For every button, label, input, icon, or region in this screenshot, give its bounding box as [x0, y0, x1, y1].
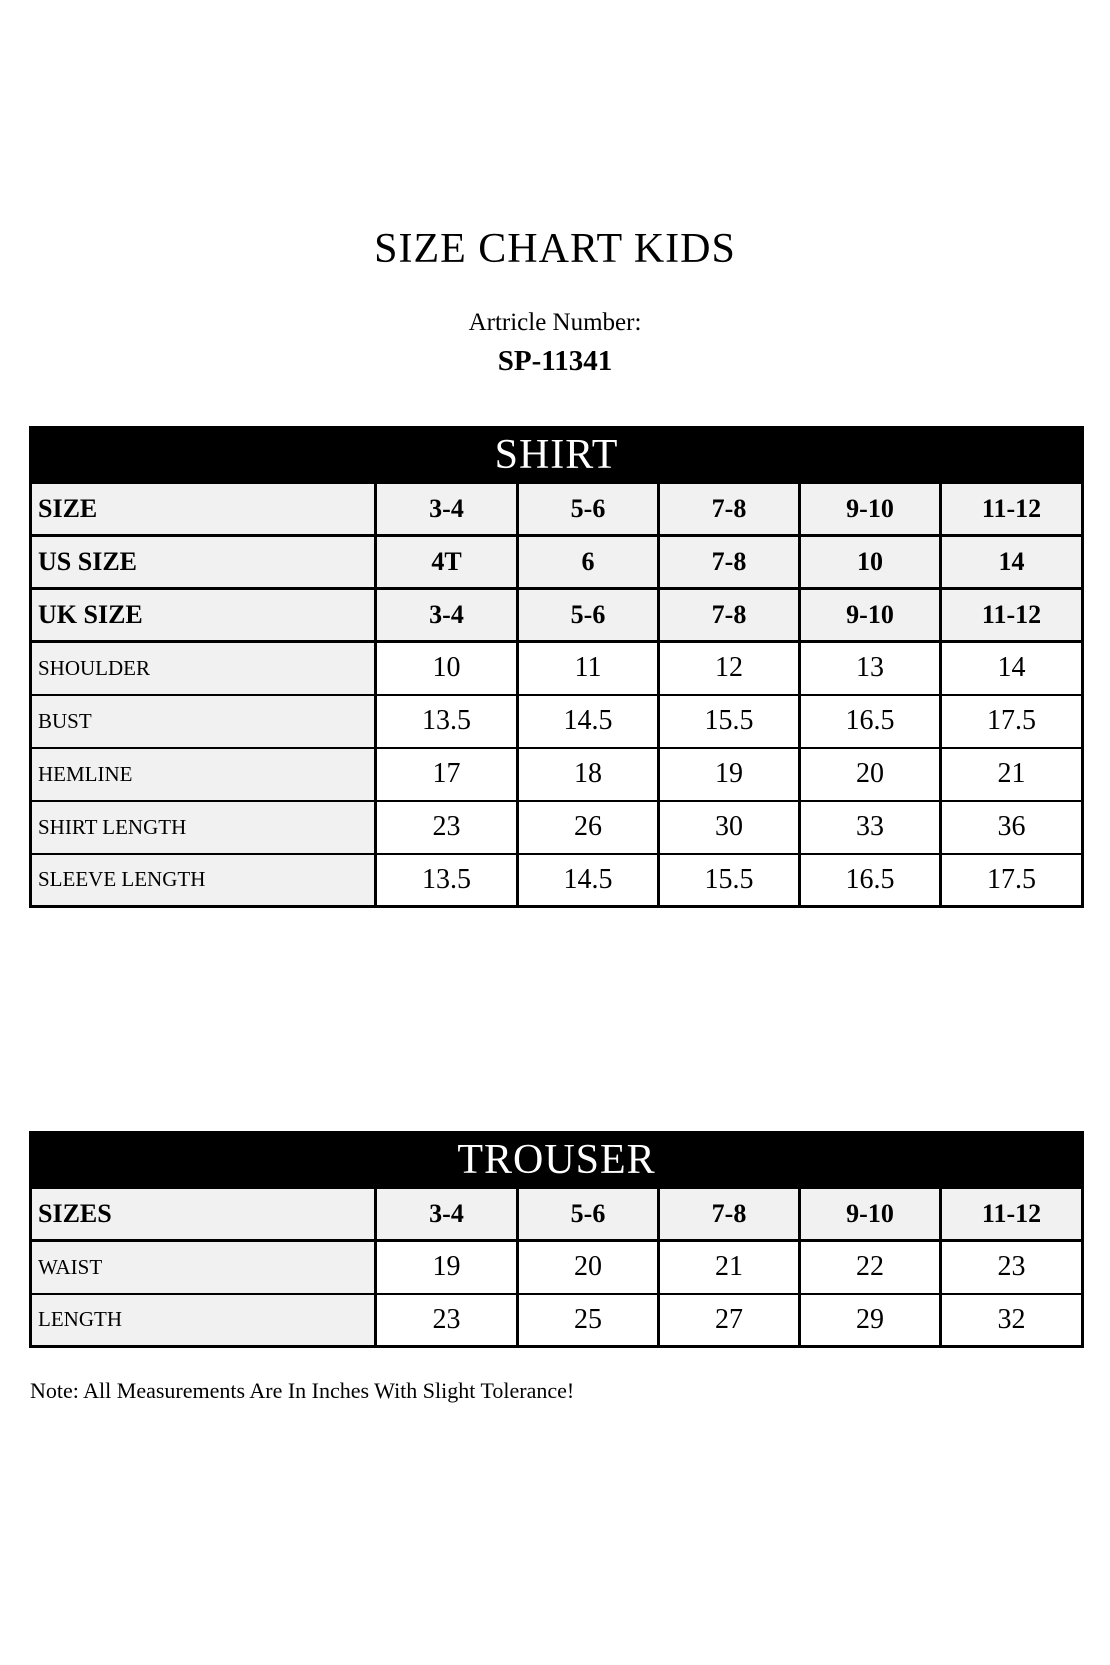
measurement-note: Note: All Measurements Are In Inches With Slight Tolerance!: [30, 1378, 575, 1403]
table-cell: 5-6: [518, 1188, 659, 1241]
table-cell: 7-8: [659, 589, 800, 642]
table-cell: 14.5: [518, 695, 659, 748]
table-cell: 10: [800, 536, 941, 589]
table-cell: 7-8: [659, 483, 800, 536]
table-cell: 11-12: [941, 483, 1083, 536]
table-cell: 12: [659, 642, 800, 695]
table-cell: 30: [659, 801, 800, 854]
table-cell: 21: [659, 1241, 800, 1294]
article-number-label: Artricle Number:: [468, 309, 642, 336]
table-cell: 29: [800, 1294, 941, 1347]
table-cell: 5-6: [518, 589, 659, 642]
table-cell: 11-12: [941, 1188, 1083, 1241]
table-cell: 13.5: [376, 695, 518, 748]
table-row-sleeve-length: [31, 854, 1083, 907]
table-cell: 7-8: [659, 536, 800, 589]
table-cell: 3-4: [376, 1188, 518, 1241]
table-cell: 10: [376, 642, 518, 695]
table-cell: 25: [518, 1294, 659, 1347]
table-row-uk-size: [31, 589, 1083, 642]
row-label: SHOULDER: [31, 642, 376, 695]
table-cell: 20: [800, 748, 941, 801]
table-row-shoulder: [31, 642, 1083, 695]
table-cell: 15.5: [659, 695, 800, 748]
table-cell: 36: [941, 801, 1083, 854]
article-number-value: SP-11341: [497, 345, 613, 377]
table-cell: 20: [518, 1241, 659, 1294]
row-label: SLEEVE LENGTH: [31, 854, 376, 907]
row-label: SIZE: [31, 483, 376, 536]
table-cell: 4T: [376, 536, 518, 589]
shirt-table-title: SHIRT: [31, 428, 1083, 483]
table-cell: 26: [518, 801, 659, 854]
table-row-us-size: [31, 536, 1083, 589]
row-label: SIZES: [31, 1188, 376, 1241]
table-cell: 3-4: [376, 483, 518, 536]
table-row-waist: [31, 1241, 1083, 1294]
table-cell: 27: [659, 1294, 800, 1347]
table-cell: 13: [800, 642, 941, 695]
row-label: LENGTH: [31, 1294, 376, 1347]
table-row-shirt-length: [31, 801, 1083, 854]
page-title: SIZE CHART KIDS: [374, 226, 736, 272]
row-label: US SIZE: [31, 536, 376, 589]
shirt-table-banner-row: [31, 428, 1083, 483]
table-row-hemline: [31, 748, 1083, 801]
table-cell: 14: [941, 536, 1083, 589]
trouser-table-banner-row: [31, 1133, 1083, 1188]
table-cell: 19: [376, 1241, 518, 1294]
table-cell: 9-10: [800, 1188, 941, 1241]
table-cell: 32: [941, 1294, 1083, 1347]
table-cell: 22: [800, 1241, 941, 1294]
row-label: SHIRT LENGTH: [31, 801, 376, 854]
table-cell: 17.5: [941, 854, 1083, 907]
table-row-length: [31, 1294, 1083, 1347]
table-cell: 14: [941, 642, 1083, 695]
table-cell: 5-6: [518, 483, 659, 536]
table-cell: 16.5: [800, 854, 941, 907]
table-cell: 14.5: [518, 854, 659, 907]
trouser-size-table: [29, 1131, 1084, 1348]
table-cell: 15.5: [659, 854, 800, 907]
table-cell: 13.5: [376, 854, 518, 907]
table-cell: 18: [518, 748, 659, 801]
table-cell: 9-10: [800, 483, 941, 536]
row-label: UK SIZE: [31, 589, 376, 642]
table-cell: 23: [376, 1294, 518, 1347]
table-cell: 9-10: [800, 589, 941, 642]
table-cell: 11: [518, 642, 659, 695]
table-cell: 19: [659, 748, 800, 801]
table-row-bust: [31, 695, 1083, 748]
table-cell: 33: [800, 801, 941, 854]
row-label: WAIST: [31, 1241, 376, 1294]
table-cell: 16.5: [800, 695, 941, 748]
table-cell: 11-12: [941, 589, 1083, 642]
table-row-size: [31, 483, 1083, 536]
table-cell: 23: [941, 1241, 1083, 1294]
table-row-sizes: [31, 1188, 1083, 1241]
shirt-size-table: [29, 426, 1084, 908]
row-label: HEMLINE: [31, 748, 376, 801]
table-cell: 3-4: [376, 589, 518, 642]
table-cell: 21: [941, 748, 1083, 801]
table-cell: 17.5: [941, 695, 1083, 748]
table-cell: 6: [518, 536, 659, 589]
table-cell: 17: [376, 748, 518, 801]
trouser-table-title: TROUSER: [31, 1133, 1083, 1188]
table-cell: 23: [376, 801, 518, 854]
row-label: BUST: [31, 695, 376, 748]
table-cell: 7-8: [659, 1188, 800, 1241]
